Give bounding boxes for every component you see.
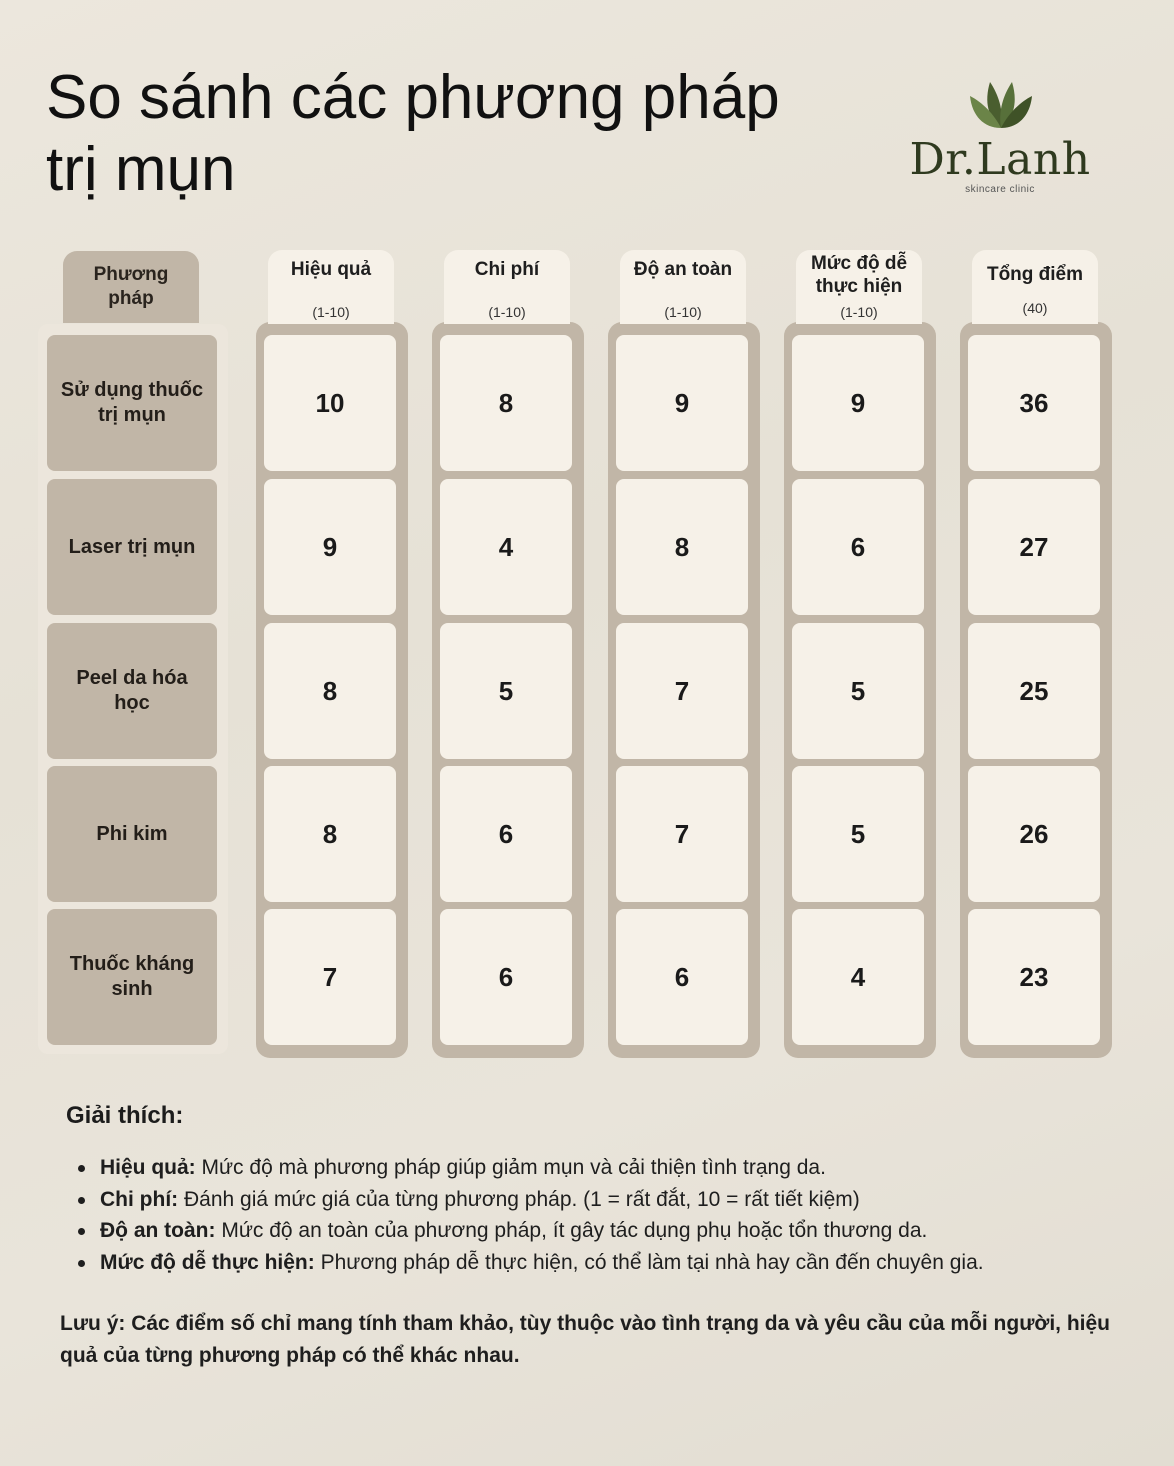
column-header xyxy=(620,250,746,324)
note-item xyxy=(76,1152,1136,1184)
footnote: Lưu ý: Các điểm số chỉ mang tính tham khảo, tùy thuộc vào tình trạng da và yêu cầu của mỗi người, hiệu quả của từng phương pháp có thể khác nhau. xyxy=(60,1312,1110,1367)
column-header-scale: (1-10) xyxy=(488,304,526,320)
score-cell: 6 xyxy=(440,909,572,1045)
score-cell: 9 xyxy=(264,479,396,615)
column-header-scale: (1-10) xyxy=(312,304,350,320)
score-cell: 8 xyxy=(264,766,396,902)
score-cell: 9 xyxy=(792,335,924,471)
logo-name: Dr.Lanh xyxy=(909,134,1091,185)
score-cell: 9 xyxy=(616,335,748,471)
note-text: Đánh giá mức giá của từng phương pháp. (1 = rất đắt, 10 = rất tiết kiệm) xyxy=(178,1187,860,1211)
column-header-label: Mức độ dễ thực hiện xyxy=(810,253,908,297)
note-term: Hiệu quả: xyxy=(100,1156,196,1179)
column-header xyxy=(268,250,394,324)
brand-logo xyxy=(900,70,1100,200)
notes-title: Giải thích: xyxy=(66,1102,184,1129)
total-score-cell: 25 xyxy=(968,623,1100,759)
notes-list xyxy=(76,1152,1136,1278)
column-header-label: Hiệu quả xyxy=(290,259,372,280)
score-cell: 5 xyxy=(440,623,572,759)
score-cell: 10 xyxy=(264,335,396,471)
note-term: Chi phí: xyxy=(100,1187,179,1211)
method-label: Phi kim xyxy=(47,766,217,902)
total-score-cell: 23 xyxy=(968,909,1100,1045)
note-term: Mức độ dễ thực hiện: xyxy=(100,1250,315,1274)
score-cell: 5 xyxy=(792,623,924,759)
note-item xyxy=(76,1184,1136,1216)
column-header-label: Độ an toàn xyxy=(633,259,733,280)
score-cell: 5 xyxy=(792,766,924,902)
note-text: Mức độ mà phương pháp giúp giảm mụn và cải thiện tình trạng da. xyxy=(195,1156,826,1179)
score-cell: 6 xyxy=(616,909,748,1045)
lotus-leaf-icon xyxy=(968,74,1034,130)
logo-tagline: skincare clinic xyxy=(965,184,1035,195)
score-cell: 8 xyxy=(616,479,748,615)
score-cell: 4 xyxy=(792,909,924,1045)
method-label: Peel da hóa học xyxy=(47,623,217,759)
score-cell: 7 xyxy=(264,909,396,1045)
total-score-cell: 26 xyxy=(968,766,1100,902)
score-cell: 8 xyxy=(440,335,572,471)
method-label: Thuốc kháng sinh xyxy=(47,909,217,1045)
score-cell: 8 xyxy=(264,623,396,759)
score-cell: 6 xyxy=(792,479,924,615)
column-header-label: Chi phí xyxy=(474,259,540,280)
score-cell: 7 xyxy=(616,766,748,902)
note-text: Phương pháp dễ thực hiện, có thể làm tại nhà hay cần đến chuyên gia. xyxy=(314,1250,984,1274)
score-cell: 4 xyxy=(440,479,572,615)
total-score-cell: 27 xyxy=(968,479,1100,615)
column-header xyxy=(444,250,570,324)
score-cell: 7 xyxy=(616,623,748,759)
column-header-label: Tổng điểm xyxy=(986,264,1084,285)
method-label: Sử dụng thuốc trị mụn xyxy=(47,335,217,471)
note-item xyxy=(76,1247,1136,1279)
page-title: So sánh các phương pháp trị mụn xyxy=(46,63,780,204)
note-term: Độ an toàn: xyxy=(100,1219,216,1242)
column-header xyxy=(796,250,922,324)
note-item xyxy=(76,1215,1136,1247)
score-cell: 6 xyxy=(440,766,572,902)
column-header-scale: (1-10) xyxy=(664,304,702,320)
method-header: Phương pháp xyxy=(63,251,199,323)
column-header-scale: (40) xyxy=(1022,300,1048,316)
method-label: Laser trị mụn xyxy=(47,479,217,615)
column-header xyxy=(972,250,1098,324)
note-text: Mức độ an toàn của phương pháp, ít gây tác dụng phụ hoặc tổn thương da. xyxy=(215,1219,928,1242)
column-header-scale: (1-10) xyxy=(840,304,878,320)
total-score-cell: 36 xyxy=(968,335,1100,471)
